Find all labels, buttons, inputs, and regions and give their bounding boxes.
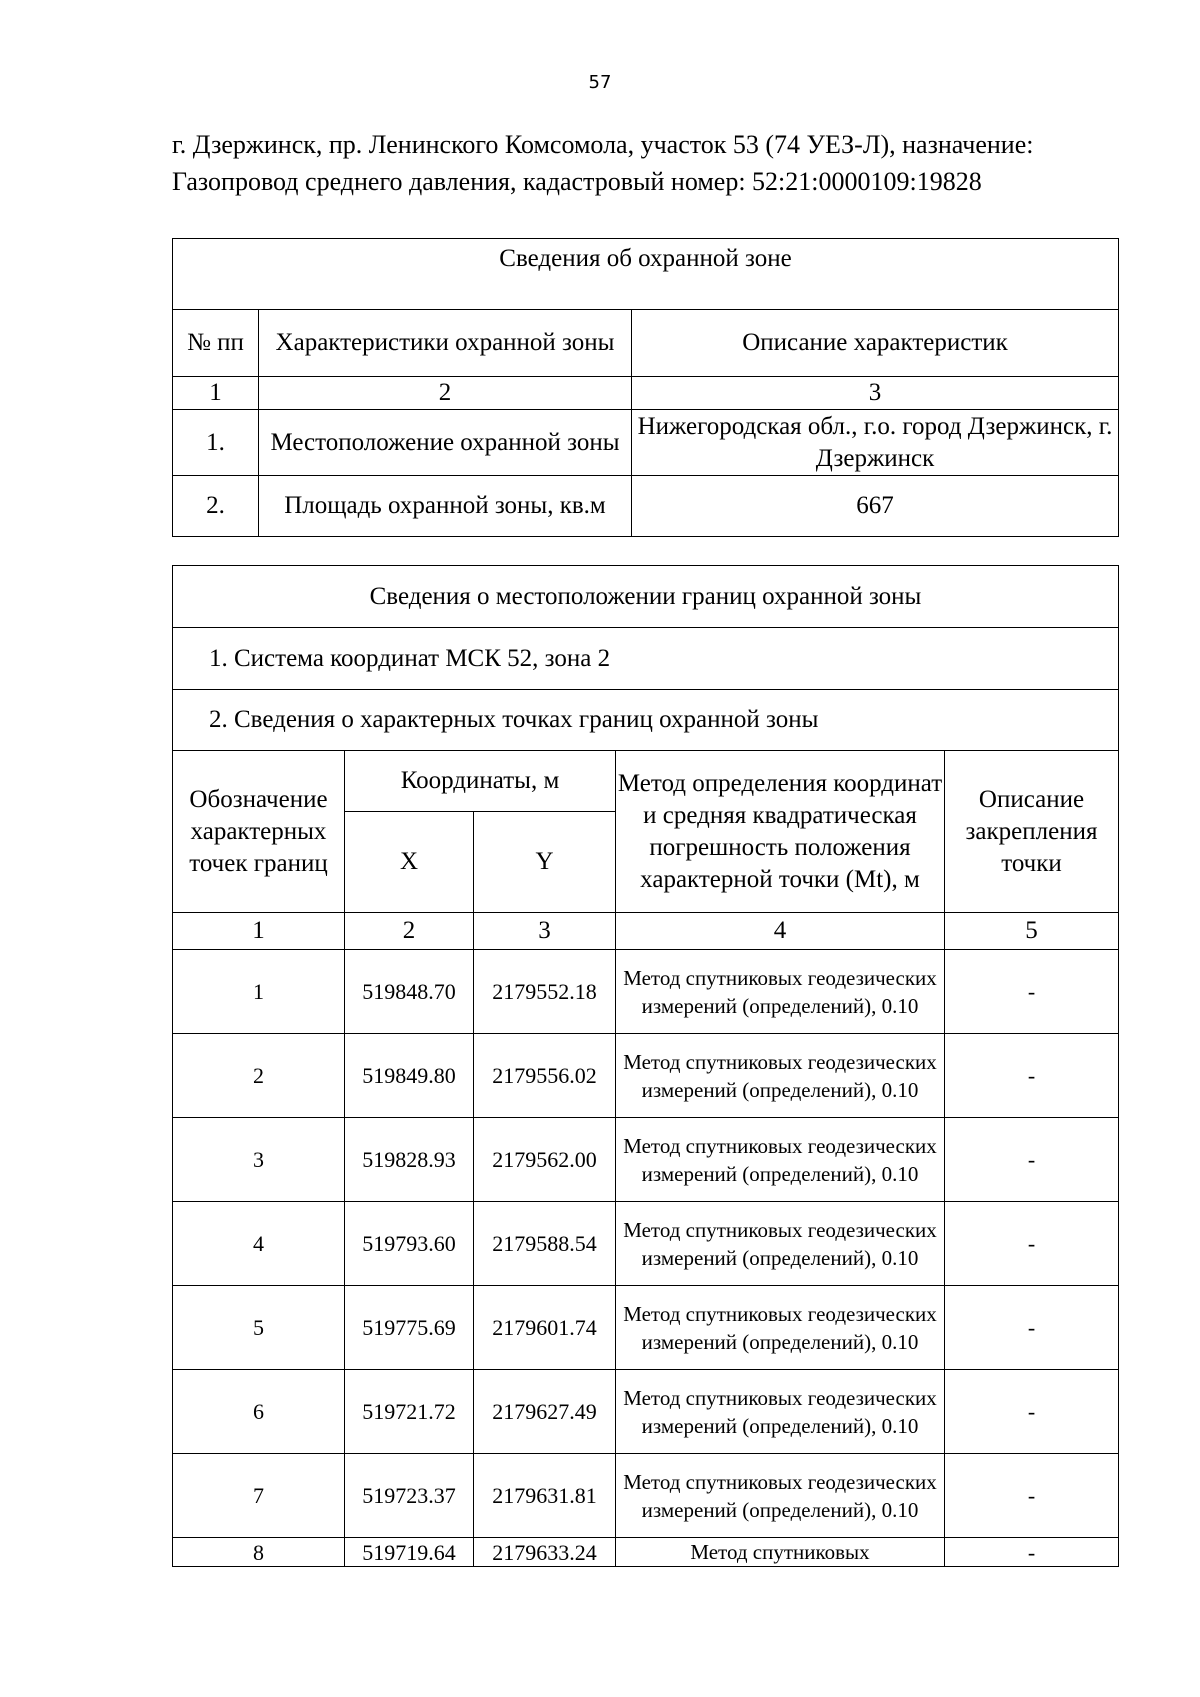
point-id: 5 xyxy=(173,1286,345,1370)
coordinate-system-row: 1. Система координат МСК 52, зона 2 xyxy=(173,628,1119,690)
zone-index-cell: 3 xyxy=(632,377,1119,410)
table-row xyxy=(173,1538,1119,1567)
point-id: 3 xyxy=(173,1118,345,1202)
col-y: Y xyxy=(474,812,616,913)
point-method: Метод спутниковых xyxy=(616,1538,945,1567)
page-number: 57 xyxy=(588,72,612,93)
point-x: 519775.69 xyxy=(345,1286,474,1370)
point-id: 7 xyxy=(173,1454,345,1538)
point-method: Метод спутниковых геодезических измерений (определений), 0.10 xyxy=(616,1118,945,1202)
point-x: 519828.93 xyxy=(345,1118,474,1202)
zone-row-description: Нижегородская обл., г.о. город Дзержинск, г. Дзержинск xyxy=(632,410,1119,476)
point-x: 519848.70 xyxy=(345,950,474,1034)
point-y: 2179631.81 xyxy=(474,1454,616,1538)
zone-col-characteristic: Характеристики охранной зоны xyxy=(259,310,632,377)
point-method: Метод спутниковых геодезических измерений (определений), 0.10 xyxy=(616,1034,945,1118)
points-subtitle-row: 2. Сведения о характерных точках границ охранной зоны xyxy=(173,690,1119,751)
point-method: Метод спутниковых геодезических измерений (определений), 0.10 xyxy=(616,1370,945,1454)
point-id: 6 xyxy=(173,1370,345,1454)
col-x: X xyxy=(345,812,474,913)
point-fixing: - xyxy=(945,1118,1119,1202)
zone-row-number: 2. xyxy=(173,476,259,537)
zone-info-table xyxy=(172,238,1119,537)
points-index-cell: 1 xyxy=(173,913,345,950)
col-point-designation: Обозначение характерных точек границ xyxy=(173,751,345,913)
point-x: 519719.64 xyxy=(345,1538,474,1567)
col-coordinates: Координаты, м xyxy=(345,751,616,812)
table-row xyxy=(173,950,1119,1034)
zone-row-characteristic: Местоположение охранной зоны xyxy=(259,410,632,476)
table-row xyxy=(173,1202,1119,1286)
table-row xyxy=(173,1118,1119,1202)
point-method: Метод спутниковых геодезических измерений (определений), 0.10 xyxy=(616,1454,945,1538)
point-y: 2179552.18 xyxy=(474,950,616,1034)
table-row xyxy=(173,1286,1119,1370)
point-y: 2179601.74 xyxy=(474,1286,616,1370)
point-method: Метод спутниковых геодезических измерений (определений), 0.10 xyxy=(616,1202,945,1286)
point-y: 2179627.49 xyxy=(474,1370,616,1454)
heading-line-1: г. Дзержинск, пр. Ленинского Комсомола, участок 53 (74 УЕЗ-Л), назначение: xyxy=(172,130,1034,159)
zone-row-description: 667 xyxy=(632,476,1119,537)
point-method: Метод спутниковых геодезических измерений (определений), 0.10 xyxy=(616,1286,945,1370)
boundary-points-table xyxy=(172,565,1119,1567)
points-table-title: Сведения о местоположении границ охранной зоны xyxy=(173,566,1119,628)
col-method: Метод определения координат и средняя квадратическая погрешность положения характерной точки (Mt), м xyxy=(616,751,945,913)
points-index-cell: 3 xyxy=(474,913,616,950)
zone-col-description: Описание характеристик xyxy=(632,310,1119,377)
point-fixing: - xyxy=(945,1538,1119,1567)
table-row xyxy=(173,1370,1119,1454)
zone-row-number: 1. xyxy=(173,410,259,476)
point-y: 2179556.02 xyxy=(474,1034,616,1118)
point-id: 2 xyxy=(173,1034,345,1118)
table-row xyxy=(173,1034,1119,1118)
zone-table-title: Сведения об охранной зоне xyxy=(173,239,1119,310)
point-fixing: - xyxy=(945,1202,1119,1286)
point-id: 8 xyxy=(173,1538,345,1567)
document-heading xyxy=(172,126,1132,200)
point-y: 2179633.24 xyxy=(474,1538,616,1567)
col-fixing-description: Описание закрепления точки xyxy=(945,751,1119,913)
points-index-cell: 2 xyxy=(345,913,474,950)
table-row xyxy=(173,1454,1119,1538)
point-id: 4 xyxy=(173,1202,345,1286)
heading-line-2: Газопровод среднего давления, кадастровый номер: 52:21:0000109:19828 xyxy=(172,167,982,196)
points-index-cell: 5 xyxy=(945,913,1119,950)
point-fixing: - xyxy=(945,950,1119,1034)
point-x: 519849.80 xyxy=(345,1034,474,1118)
point-x: 519793.60 xyxy=(345,1202,474,1286)
zone-index-cell: 2 xyxy=(259,377,632,410)
zone-col-number: № пп xyxy=(173,310,259,377)
point-fixing: - xyxy=(945,1034,1119,1118)
point-x: 519723.37 xyxy=(345,1454,474,1538)
point-x: 519721.72 xyxy=(345,1370,474,1454)
points-index-cell: 4 xyxy=(616,913,945,950)
point-method: Метод спутниковых геодезических измерений (определений), 0.10 xyxy=(616,950,945,1034)
point-fixing: - xyxy=(945,1286,1119,1370)
point-fixing: - xyxy=(945,1454,1119,1538)
point-fixing: - xyxy=(945,1370,1119,1454)
zone-index-cell: 1 xyxy=(173,377,259,410)
zone-row-characteristic: Площадь охранной зоны, кв.м xyxy=(259,476,632,537)
point-y: 2179588.54 xyxy=(474,1202,616,1286)
point-id: 1 xyxy=(173,950,345,1034)
point-y: 2179562.00 xyxy=(474,1118,616,1202)
